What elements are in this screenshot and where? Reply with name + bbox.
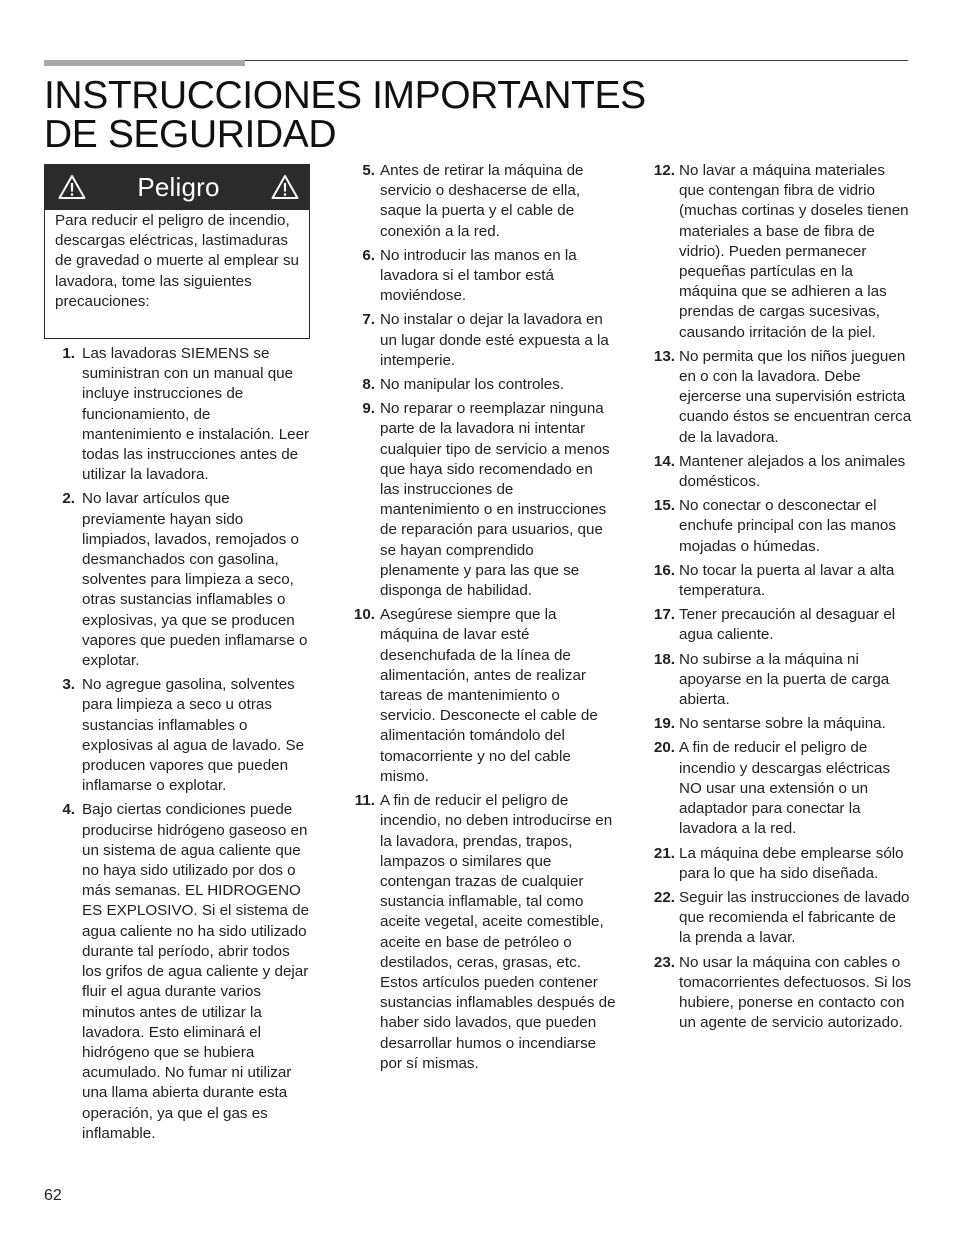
item-number: 10. [353,606,375,624]
list-item [344,791,616,1074]
list-item [644,738,912,839]
item-text: Mantener alejados a los animales domésticos. [679,452,906,491]
danger-text: Para reducir el peligro de incendio, descargas eléctricas, lastimaduras de gravedad o muerte al emplear su lavadora, tome las siguientes precauciones: [55,212,299,310]
item-number: 15. [653,497,675,515]
item-text: Tener precaución al desaguar el agua caliente. [679,606,896,644]
item-number: 23. [653,953,675,971]
list-item [644,452,912,492]
item-text: No tocar la puerta al lavar a alta temperatura. [679,561,895,600]
item-text: No instalar o dejar la lavadora en un lugar donde esté expuesta a la intemperie. [380,311,609,369]
list-item [644,496,912,557]
list-item [44,800,312,1143]
item-text: La máquina debe emplearse sólo para lo que ha sido diseñada. [679,844,904,882]
item-number: 21. [653,844,675,862]
list-item [644,714,912,734]
item-number: 19. [653,715,675,733]
list-item [344,246,616,307]
column-3 [644,161,912,1037]
item-text: No agregue gasolina, solventes para limpieza a seco u otras sustancias inflamables o explosivas al agua de lavado. Se producen vapores que pueden inflamarse o explotar. [82,676,305,795]
item-number: 18. [653,650,675,668]
page-number: 62 [44,1187,62,1204]
item-text: A fin de reducir el peligro de incendio y descargas eléctricas NO usar una extensión o un adaptador para conectar la lavadora a la red. [679,739,891,838]
list-item [44,344,312,485]
item-text: No usar la máquina con cables o tomacorrientes defectuosos. Si los hubiere, ponerse en contacto con un agente de servicio autorizado. [679,953,912,1032]
list-item [644,161,912,343]
item-text: No introducir las manos en la lavadora si el tambor está moviéndose. [380,246,577,305]
item-number: 22. [653,888,675,906]
danger-header [44,164,310,210]
header-accent-bar [44,60,245,66]
list-item [344,161,616,242]
list-item [644,347,912,448]
list-item [644,844,912,884]
item-text: No manipular los controles. [380,376,565,394]
item-text: Asegúrese siempre que la máquina de lavar esté desenchufada de la línea de alimentación, antes de realizar tareas de mantenimiento o servicio. Desconecte el cable de alimentación tomándolo del tomacorriente y no del cable mismo. [380,606,598,785]
item-text: No lavar a máquina materiales que contengan fibra de vidrio (muchas cortinas y doseles tienen materiales a base de fibra de vidrio). Pueden permanecer pequeñas partículas en la máquina que se adhieren a las prendas de cargas sucesivas, causando irritación de la piel. [679,162,909,341]
column-2 [344,161,616,1078]
item-number: 4. [62,801,75,819]
item-number: 11. [354,792,375,810]
page-title [44,76,646,154]
list-item [44,675,312,796]
danger-label: Peligro [137,172,220,202]
item-text: Las lavadoras SIEMENS se suministran con un manual que incluye instrucciones de funcionamiento, de mantenimiento e instalación. Leer todas las instrucciones antes de utilizar la lavadora. [82,345,310,484]
list-item [344,375,616,395]
warning-triangle-icon [58,174,86,200]
column-1 [44,344,312,1148]
list-item [344,310,616,371]
item-text: Bajo ciertas condiciones puede producirse hidrógeno gaseoso en un sistema de agua caliente que no haya sido utilizado por dos o más semanas. EL HIDROGENO ES EXPLOSIVO. Si el sistema de agua caliente no ha sido utilizado durante tal período, abrir todos los grifos de agua caliente y dejar fluir el agua durante varios minutos antes de utilizar la lavadora. Esto eliminará el hidrógeno que se hubiera acumulado. No fumar ni utilizar una llama abierta durante esta operación, ya que el gas es inflamable. [82,801,310,1142]
list-item [644,953,912,1034]
list-item [44,489,312,671]
page-title-line-2: DE SEGURIDAD [44,113,337,156]
item-number: 8. [362,376,375,394]
item-text: No permita que los niños jueguen en o con la lavadora. Debe ejercerse una supervisión estricta cuando éstos se encuentran cerca de la lavadora. [679,347,912,446]
item-number: 6. [362,246,375,264]
item-number: 17. [653,606,675,624]
item-text: A fin de reducir el peligro de incendio, no deben introducirse en la lavadora, prendas, trapos, lampazos o similares que contengan trazas de cualquier sustancia inflamable, tal como aceite vegetal, aceite comestible, aceite en base de petróleo o destilados, ceras, grasas, etc. Estos artículos pueden contener sustancias inflamables después de haber sido lavados, que pueden desarrollar humos o incendiarse por sí mismas. [380,792,616,1072]
list-item [644,605,912,645]
item-text: No reparar o reemplazar ninguna parte de la lavadora ni intentar cualquier tipo de servicio a menos que haya sido recomendado en las instrucciones de mantenimiento o en instrucciones de reparación para usuarios, que se hayan comprendido plenamente y para las que se disponga de habilidad. [380,400,610,600]
item-text: Antes de retirar la máquina de servicio o deshacerse de ella, saque la puerta y el cable de conexión a la red. [380,162,584,240]
item-text: No conectar o desconectar el enchufe principal con las manos mojadas o húmedas. [679,497,896,555]
item-number: 13. [653,347,675,365]
item-number: 20. [653,739,675,757]
item-text: No lavar artículos que previamente hayan sido limpiados, lavados, remojados o desmanchados con gasolina, solventes para limpieza a seco, otras sustancias inflamables o explosivas, ya que se producen vapores que pueden inflamarse o explotar. [82,490,308,670]
page-title-line-1: INSTRUCCIONES IMPORTANTES [44,74,646,117]
list-item [644,888,912,949]
item-number: 1. [62,345,75,362]
item-number: 3. [62,676,75,694]
item-text: No sentarse sobre la máquina. [679,715,886,733]
item-text: No subirse a la máquina ni apoyarse en la puerta de carga abierta. [679,650,890,709]
list-item [344,605,616,787]
item-number: 5. [362,162,375,179]
list-item [644,561,912,601]
danger-text-box [44,210,310,339]
item-number: 7. [362,311,375,329]
warning-triangle-icon [271,174,299,200]
item-text: Seguir las instrucciones de lavado que recomienda el fabricante de la prenda a lavar. [679,888,910,947]
item-number: 16. [653,561,675,579]
item-number: 14. [653,452,675,470]
item-number: 12. [653,162,675,179]
item-number: 9. [362,400,375,418]
list-item [344,399,616,601]
list-item [644,650,912,711]
item-number: 2. [62,490,75,508]
